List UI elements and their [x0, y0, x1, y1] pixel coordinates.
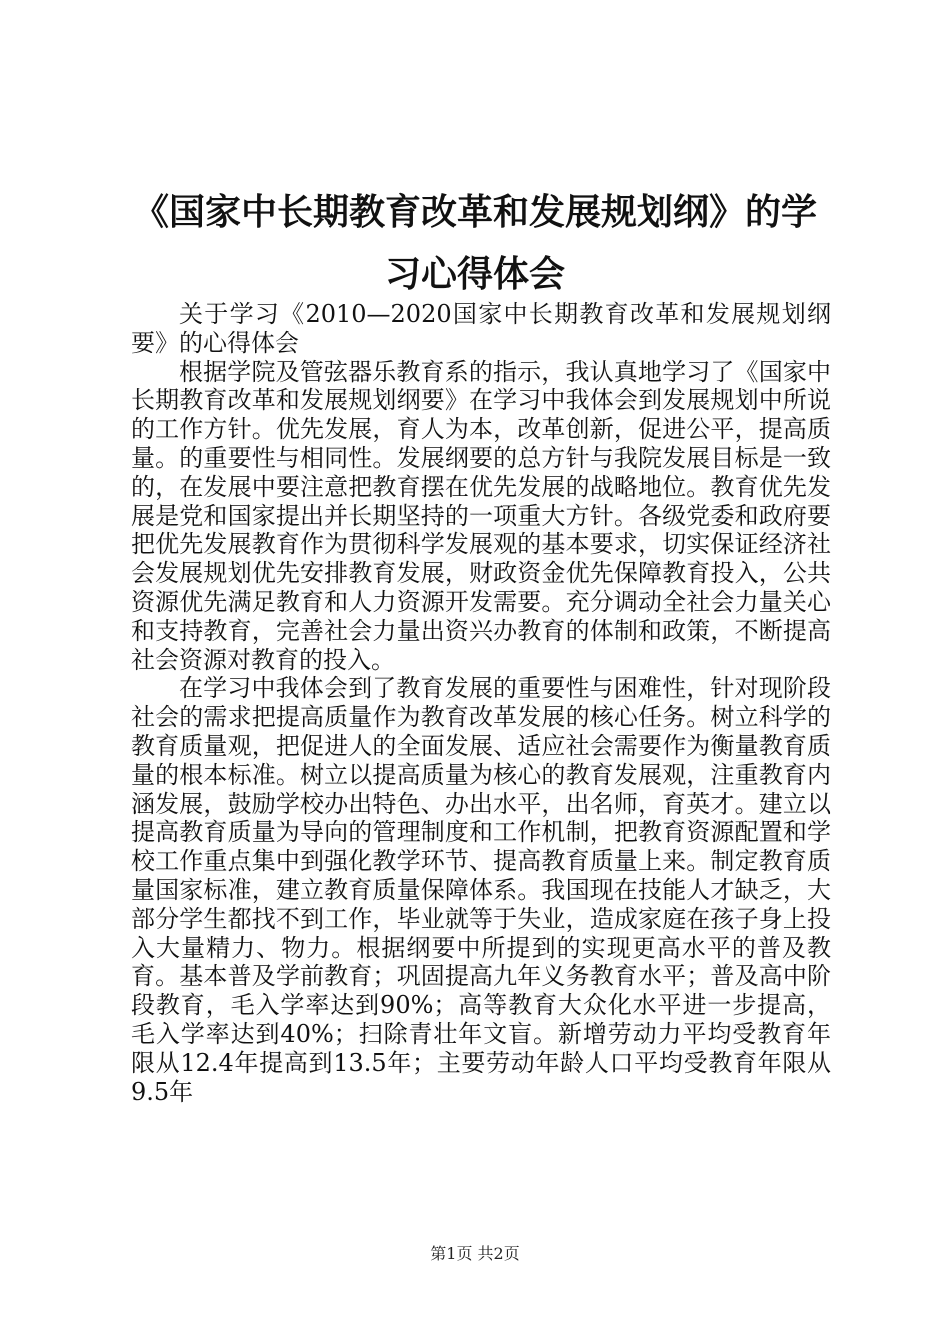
paragraph-3: 在学习中我体会到了教育发展的重要性与困难性，针对现阶段社会的需求把提高质量作为教育改革发展的核心任务。树立科学的教育质量观，把促进人的全面发展、适应社会需要作为衡量教育质量的根本标准。树立以提高质量为核心的教育发展观，注重教育内涵发展，鼓励学校办出特色、办出水平，出名师，育英才。建立以提高教育质量为导向的管理制度和工作机制，把教育资源配置和学校工作重点集中到强化教学环节、提高教育质量上来。制定教育质量国家标准，建立教育质量保障体系。我国现在技能人才缺乏，大部分学生都找不到工作，毕业就等于失业，造成家庭在孩子身上投入大量精力、物力。根据纲要中所提到的实现更高水平的普及教育。基本普及学前教育；巩固提高九年义务教育水平；普及高中阶段教育，毛入学率达到90%；高等教育大众化水平进一步提高，毛入学率达到40%；扫除青壮年文盲。新增劳动力平均受教育年限从12.4年提高到13.5年；主要劳动年龄人口平均受教育年限从9.5年	[131, 674, 831, 1106]
page-footer: 第1页 共2页	[430, 1244, 520, 1263]
document-body	[131, 300, 831, 1106]
paragraph-1: 关于学习《2010—2020国家中长期教育改革和发展规划纲要》的心得体会	[131, 300, 831, 357]
document-title: 《国家中长期教育改革和发展规划纲》的学习心得体会	[132, 192, 817, 295]
paragraph-2: 根据学院及管弦器乐教育系的指示，我认真地学习了《国家中长期教育改革和发展规划纲要》在学习中我体会到发展规划中所说的工作方针。优先发展，育人为本，改革创新，促进公平，提高质量。的重要性与相同性。发展纲要的总方针与我院发展目标是一致的，在发展中要注意把教育摆在优先发展的战略地位。教育优先发展是党和国家提出并长期坚持的一项重大方针。各级党委和政府要把优先发展教育作为贯彻科学发展观的基本要求，切实保证经济社会发展规划优先安排教育发展，财政资金优先保障教育投入，公共资源优先满足教育和人力资源开发需要。充分调动全社会力量关心和支持教育，完善社会力量出资兴办教育的体制和政策，不断提高社会资源对教育的投入。	[131, 357, 831, 674]
